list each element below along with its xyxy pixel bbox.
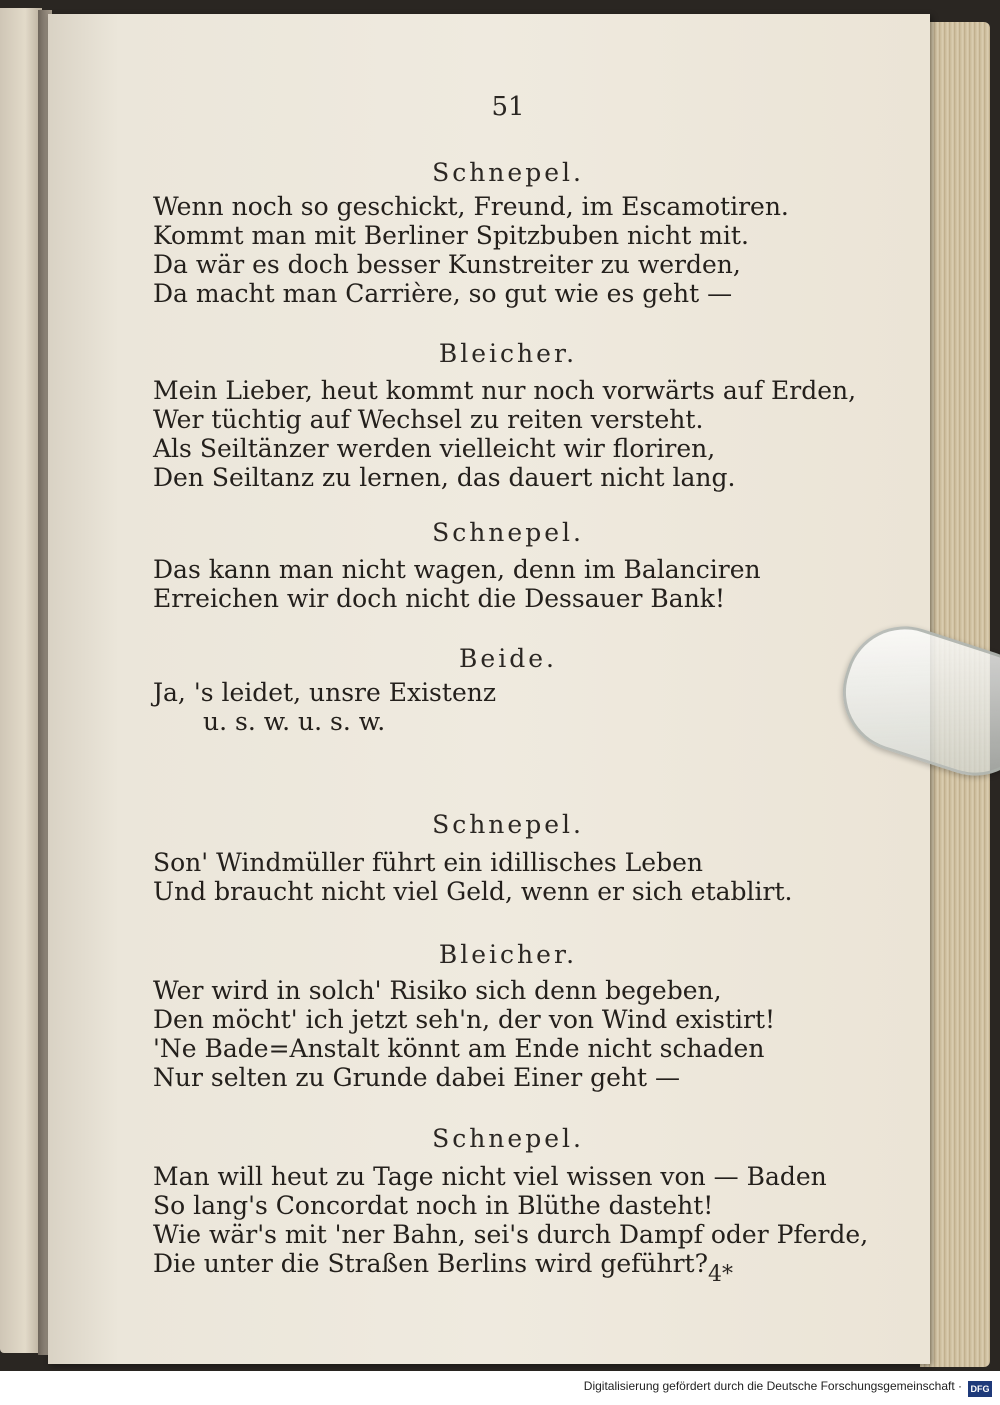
verse-line: Man will heut zu Tage nicht viel wissen von — Baden [153,1162,827,1191]
verse-block [153,1162,873,1278]
verse-line: Das kann man nicht wagen, denn im Balanciren [153,555,761,584]
left-page-edge [0,8,42,1353]
verse-line: Und braucht nicht viel Geld, wenn er sich etablirt. [153,877,793,906]
verse-line: Die unter die Straßen Berlins wird geführt? [153,1249,708,1278]
digitization-footer [0,1371,1000,1405]
verse-line: Ja, 's leidet, unsre Existenz [153,678,497,707]
footer-text: Digitalisierung gefördert durch die Deutsche Forschungsgemeinschaft · [583,1379,962,1393]
verse-line: Son' Windmüller führt ein idillisches Leben [153,848,703,877]
verse-line: Kommt man mit Berliner Spitzbuben nicht mit. [153,221,749,250]
verse-line: Wer tüchtig auf Wechsel zu reiten versteht. [153,405,704,434]
verse-line: Wenn noch so geschickt, Freund, im Escamotiren. [153,192,789,221]
verse-block [153,976,873,1092]
verse-line: Wie wär's mit 'ner Bahn, sei's durch Dampf oder Pferde, [153,1220,869,1249]
verse-line: Da macht man Carrière, so gut wie es geht — [153,279,733,308]
book-page [48,14,930,1364]
signature-mark: 4* [708,1262,733,1287]
verse-line: Den möcht' ich jetzt seh'n, der von Wind existirt! [153,1005,776,1034]
verse-line: So lang's Concordat noch in Blüthe dasteht! [153,1191,714,1220]
verse-block [153,376,873,492]
verse-line: Erreichen wir doch nicht die Dessauer Bank! [153,584,725,613]
verse-line: Als Seiltänzer werden vielleicht wir floriren, [153,434,716,463]
speaker-heading: Schnepel. [432,1124,584,1153]
verse-line: u. s. w. u. s. w. [203,707,386,736]
speaker-heading: Schnepel. [432,158,584,187]
verse-line: 'Ne Bade=Anstalt könnt am Ende nicht schaden [153,1034,765,1063]
verse-block [153,192,873,308]
dfg-logo-icon: DFG [968,1381,992,1397]
speaker-heading: Schnepel. [432,518,584,547]
verse-line: Da wär es doch besser Kunstreiter zu werden, [153,250,741,279]
speaker-heading: Bleicher. [438,940,578,969]
verse-line: Den Seiltanz zu lernen, das dauert nicht lang. [153,463,736,492]
verse-block [153,678,873,736]
verse-line: Mein Lieber, heut kommt nur noch vorwärts auf Erden, [153,376,857,405]
verse-line: Nur selten zu Grunde dabei Einer geht — [153,1063,681,1092]
verse-block [153,848,873,906]
verse-line: Wer wird in solch' Risiko sich denn begeben, [153,976,722,1005]
speaker-heading: Bleicher. [438,339,578,368]
page-number: 51 [491,92,525,122]
verse-block [153,555,873,613]
speaker-heading: Beide. [459,644,557,673]
speaker-heading: Schnepel. [432,810,584,839]
